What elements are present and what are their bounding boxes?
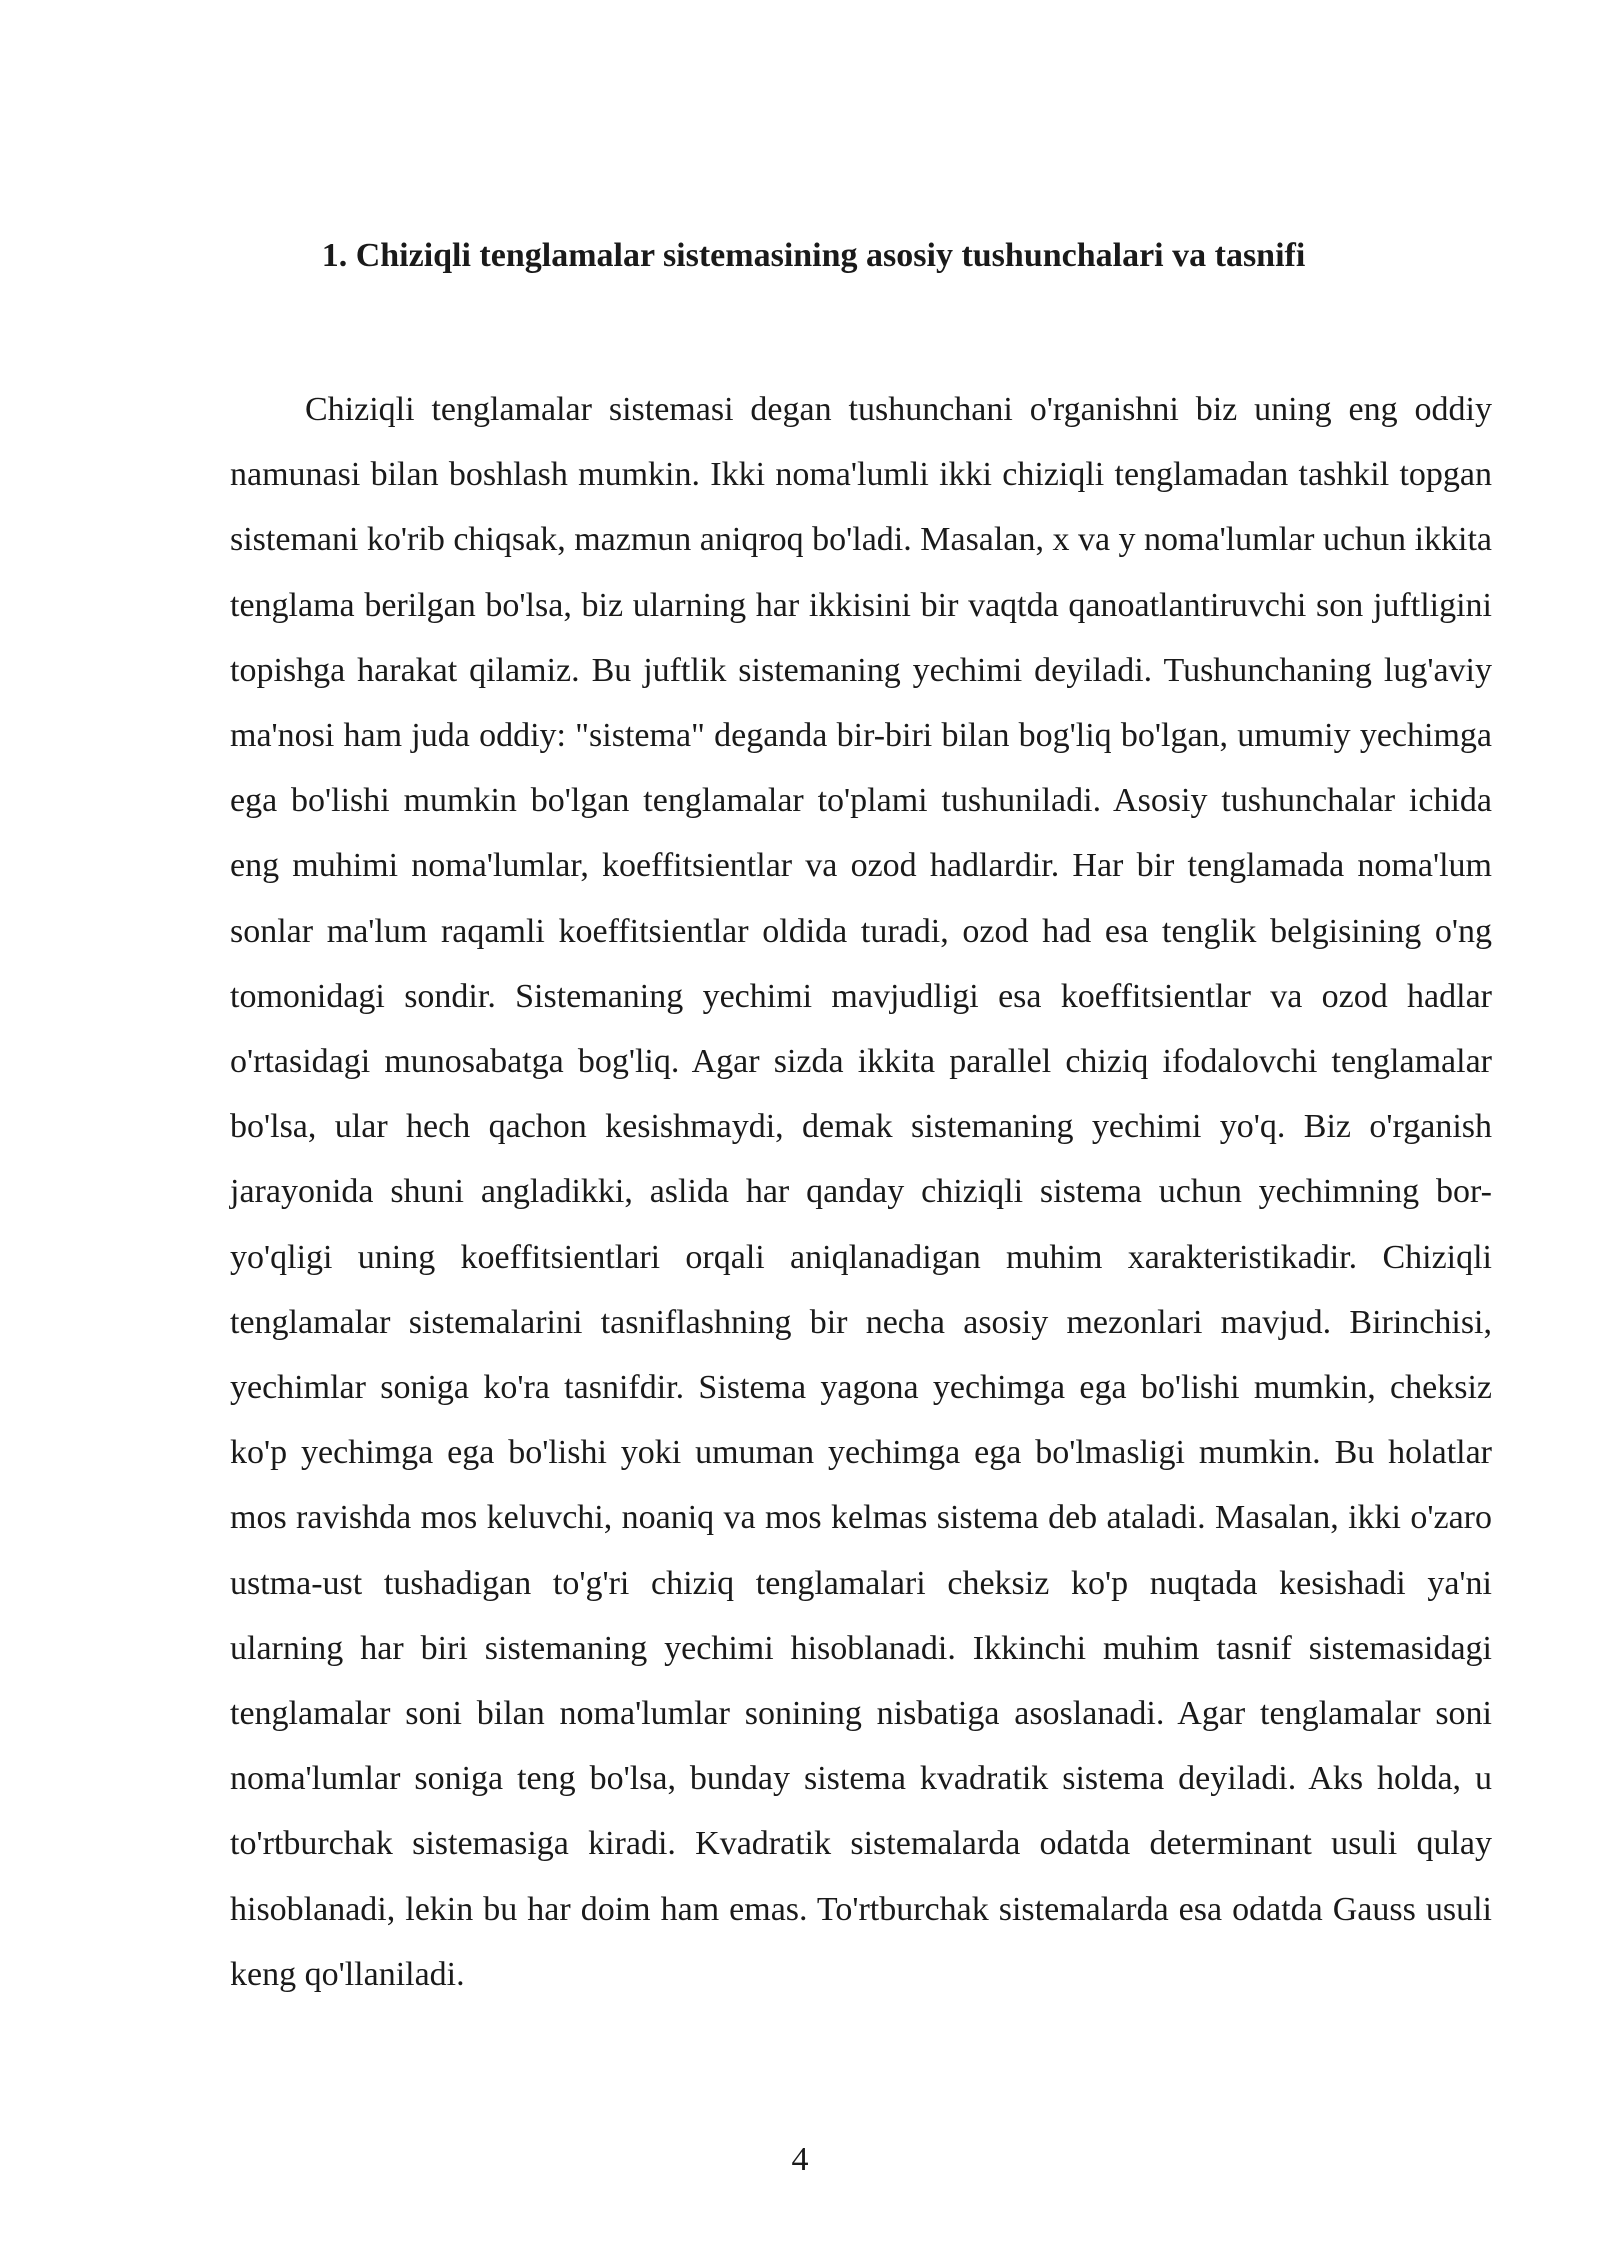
section-heading: 1. Chiziqli tenglamalar sistemasining asosiy tushunchalari va tasnifi bbox=[321, 237, 1306, 274]
page-number: 4 bbox=[791, 2141, 809, 2178]
body-paragraph: Chiziqli tenglamalar sistemasi degan tushunchani o'rganishni biz uning eng oddiy namunasi bilan boshlash mumkin. Ikki noma'lumli ikki chiziqli tenglamadan tashkil topgan sistemani ko'rib chiqsak, mazmun aniqroq bo'ladi. Masalan, x va y noma'lumlar uchun ikkita tenglama berilgan bo'lsa, biz ularning har ikkisini bir vaqtda qanoatlantiruvchi son juftligini topishga harakat qilamiz. Bu juftlik sistemaning yechimi deyiladi. Tushunchaning lug'aviy ma'nosi ham juda oddiy: "sistema" deganda bir-biri bilan bog'liq bo'lgan, umumiy yechimga ega bo'lishi mumkin bo'lgan tenglamalar to'plami tushuniladi. Asosiy tushunchalar ichida eng muhimi noma'lumlar, koeffitsientlar va ozod hadlardir. Har bir tenglamada noma'lum sonlar ma'lum raqamli koeffitsientlar oldida turadi, ozod had esa tenglik belgisining o'ng tomonidagi sondir. Sistemaning yechimi mavjudligi esa koeffitsientlar va ozod hadlar o'rtasidagi munosabatga bog'liq. Agar sizda ikkita parallel chiziq ifodalovchi tenglamalar bo'lsa, ular hech qachon kesishmaydi, demak sistemaning yechimi yo'q. Biz o'rganish jarayonida shuni angladikki, aslida har qanday chiziqli sistema uchun yechimning bor-yo'qligi uning koeffitsientlari orqali aniqlanadigan muhim xarakteristikadir. Chiziqli tenglamalar sistemalarini tasniflashning bir necha asosiy mezonlari mavjud. Birinchisi, yechimlar soniga ko'ra tasnifdir. Sistema yagona yechimga ega bo'lishi mumkin, cheksiz ko'p yechimga ega bo'lishi yoki umuman yechimga ega bo'lmasligi mumkin. Bu holatlar mos ravishda mos keluvchi, noaniq va mos kelmas sistema deb ataladi. Masalan, ikki o'zaro ustma-ust tushadigan to'g'ri chiziq tenglamalari cheksiz ko'p nuqtada kesishadi ya'ni ularning har biri sistemaning yechimi hisoblanadi. Ikkinchi muhim tasnif sistemasidagi tenglamalar soni bilan noma'lumlar sonining nisbatiga asoslanadi. Agar tenglamalar soni noma'lumlar soniga teng bo'lsa, bunday sistema kvadratik sistema deyiladi. Aks holda, u to'rtburchak sistemasiga kiradi. Kvadratik sistemalarda odatda determinant usuli qulay hisoblanadi, lekin bu har doim ham emas. To'rtburchak sistemalarda esa odatda Gauss usuli keng qo'llaniladi. bbox=[230, 391, 1492, 1993]
